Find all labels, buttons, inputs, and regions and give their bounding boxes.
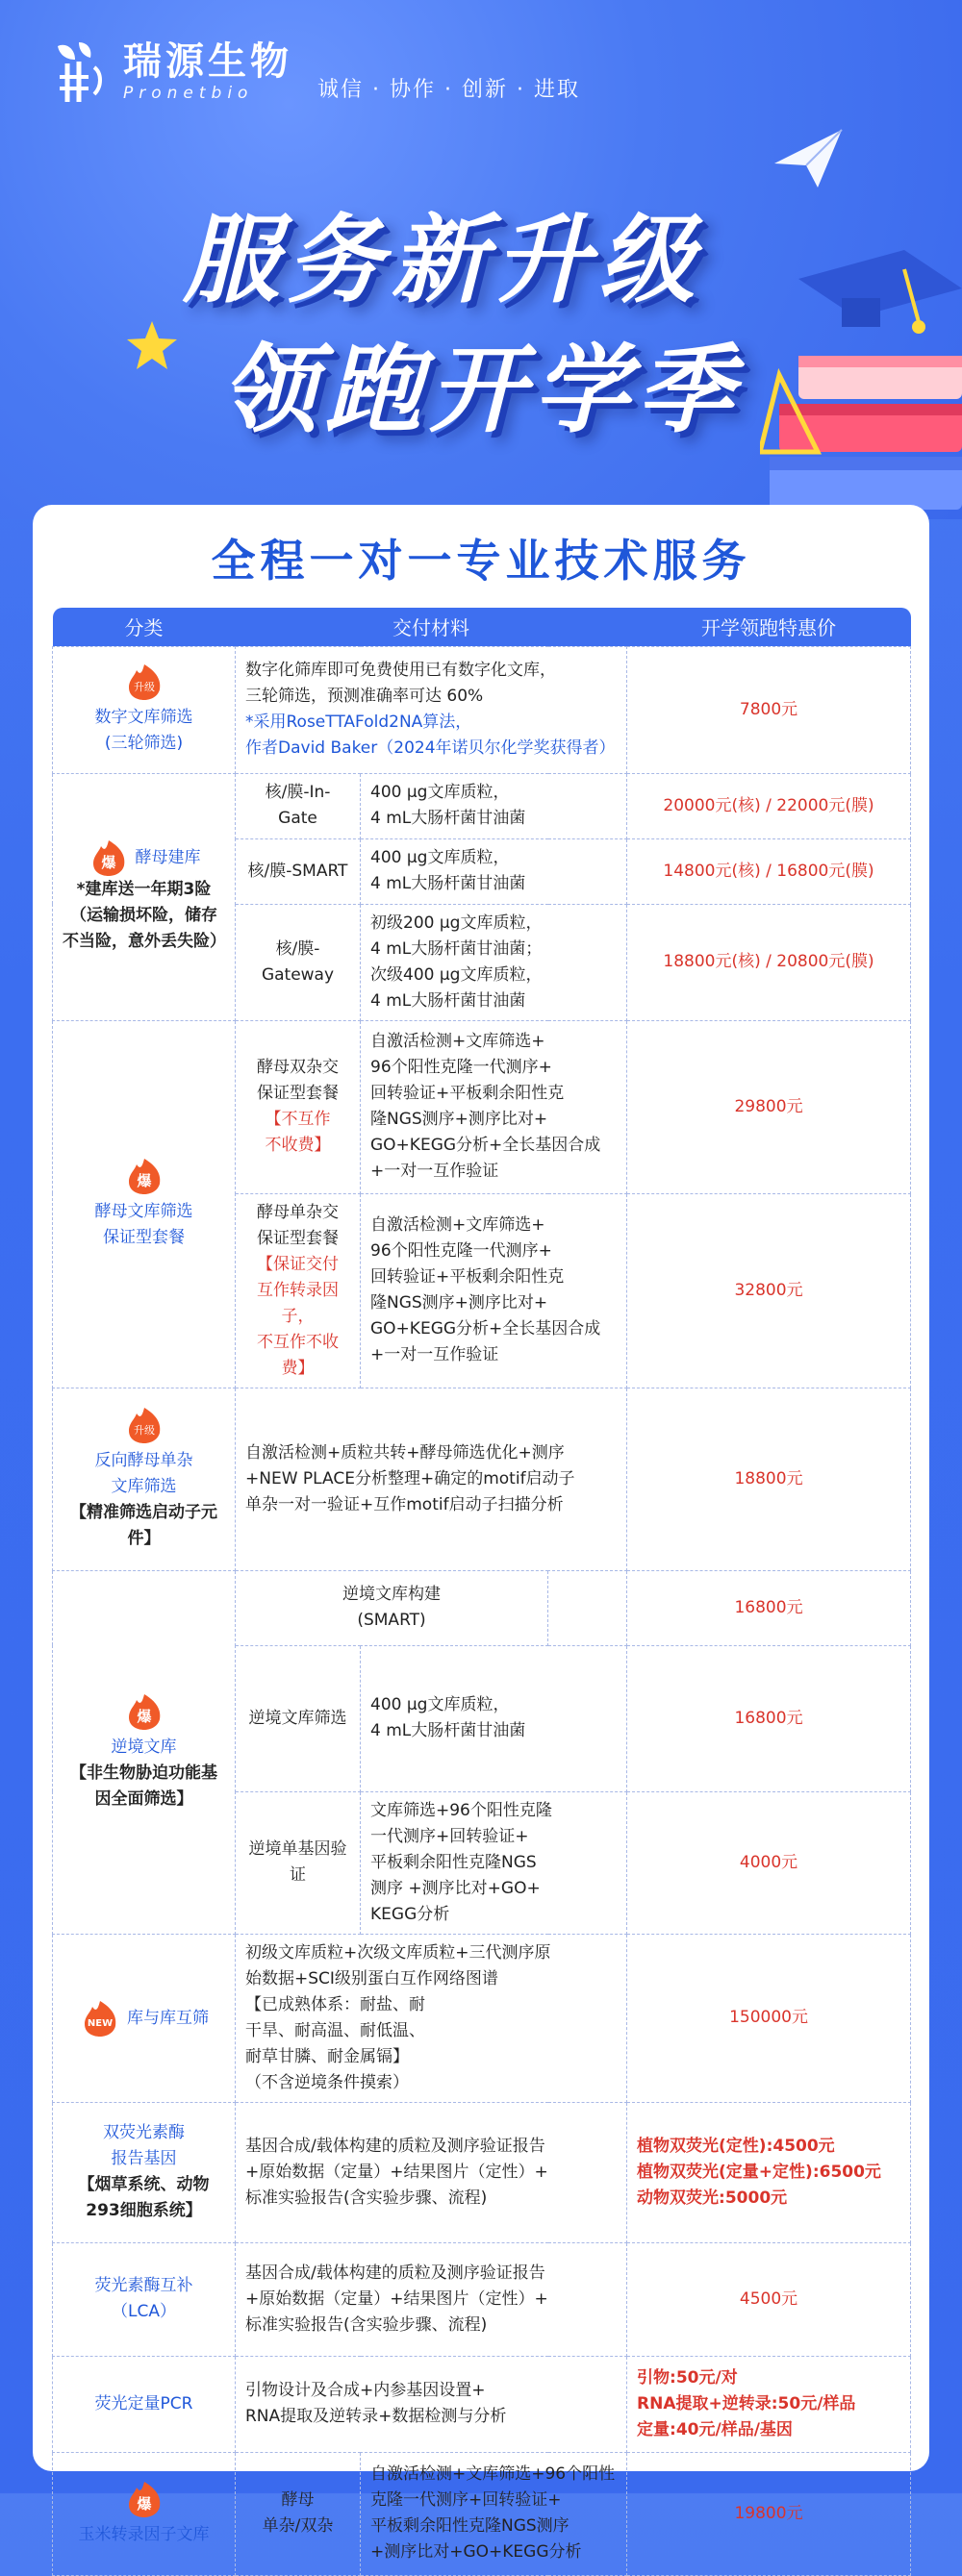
deliverables-cell: 自激活检测+文库筛选+ 96个阳性克隆一代测序+ 回转验证+平板剩余阳性克 隆NGS测序+测序比对+ GO+KEGG分析+全长基因合成 +一对一互作验证 [361, 1193, 627, 1388]
table-row [53, 2452, 911, 2575]
hero-banner [0, 0, 962, 519]
sub-item-cell: 酵母单杂交 保证型套餐 【保证交付 互作转录因子， 不互作不收费】 [236, 1193, 361, 1388]
category-note: 【烟草系统、动物293细胞系统】 [78, 2175, 210, 2220]
category-name: 酵母文库筛选 [94, 1202, 193, 1221]
category-note: 【非生物胁迫功能基因全面筛选】 [70, 1763, 217, 1809]
category-cell [53, 1388, 236, 1570]
category-subname: (三轮筛选) [104, 734, 184, 753]
svg-text:爆: 爆 [136, 1707, 152, 1725]
service-card [33, 505, 929, 2562]
price-cell: 7800元 [627, 646, 911, 773]
col-header-category: 分类 [53, 608, 236, 646]
table-row [53, 1570, 911, 1645]
price-cell: 150000元 [627, 1934, 911, 2102]
deliverables-cell: 初级200 μg文库质粒， 4 mL大肠杆菌甘油菌； 次级400 μg文库质粒， 4 mL大肠杆菌甘油菌 [361, 904, 627, 1020]
price-cell: 19800元 [627, 2452, 911, 2575]
star-icon [123, 317, 181, 375]
category-cell [53, 646, 236, 773]
deliverables-cell: 自激活检测+文库筛选+96个阳性 克隆一代测序+回转验证+ 平板剩余阳性克隆NGS测序 +测序比对+GO+KEGG分析 [361, 2452, 627, 2575]
sub-item-cell: 酵母 单杂/双杂 [236, 2452, 361, 2575]
price-cell: 29800元 [627, 1020, 911, 1193]
category-name: 库与库互筛 [127, 2008, 209, 2028]
category-subname: 报告基因 [111, 2149, 177, 2168]
table-row [53, 1388, 911, 1570]
upgrade-badge-icon [123, 663, 165, 701]
category-note: *建库送一年期3险 [76, 880, 212, 899]
deliverables-cell: 400 μg文库质粒， 4 mL大肠杆菌甘油菌 [361, 1645, 627, 1791]
category-name: 玉米转录因子文库 [78, 2524, 210, 2544]
brand-name-cn: 瑞源生物 [123, 39, 292, 84]
deliverables-cell: 基因合成/载体构建的质粒及测序验证报告 +原始数据（定量）+结果图片（定性）+ 标准实验报告(含实验步骤、流程) [236, 2242, 627, 2356]
slogan: 诚信 · 协作 · 创新 · 进取 [317, 78, 580, 102]
sub-item-cell: 逆境文库构建 (SMART) [236, 1570, 548, 1645]
col-header-price: 开学领跑特惠价 [627, 608, 911, 646]
sub-item-cell: 逆境文库筛选 [236, 1645, 361, 1791]
price-cell: 引物:50元/对 RNA提取+逆转录:50元/样品 定量:40元/样品/基因 [627, 2356, 911, 2452]
table-row [53, 2242, 911, 2356]
paper-plane-icon [770, 125, 847, 192]
price-cell: 14800元(核) / 16800元(膜) [627, 838, 911, 904]
deliverables-cell: 文库筛选+96个阳性克隆 一代测序+回转验证+ 平板剩余阳性克隆NGS 测序 +测序比对+GO+ KEGG分析 [361, 1791, 627, 1934]
sub-item-cell: 逆境单基因验证 [236, 1791, 361, 1934]
deliverables-cell: 自激活检测+文库筛选+ 96个阳性克隆一代测序+ 回转验证+平板剩余阳性克 隆NGS测序+测序比对+ GO+KEGG分析+全长基因合成 +一对一互作验证 [361, 1020, 627, 1193]
category-name: 数字文库筛选 [94, 708, 193, 727]
price-cell: 4500元 [627, 2242, 911, 2356]
category-cell [53, 1570, 236, 1934]
category-cell [53, 1934, 236, 2102]
table-row [53, 2356, 911, 2452]
hero-title-line2: 领跑开学季 [221, 334, 741, 446]
category-name: 酵母建库 [135, 848, 201, 867]
sub-item-cell: 核/膜-Gateway [236, 904, 361, 1020]
deliverables-cell: 基因合成/载体构建的质粒及测序验证报告 +原始数据（定量）+结果图片（定性）+ 标准实验报告(含实验步骤、流程) [236, 2102, 627, 2242]
svg-text:升级: 升级 [133, 681, 155, 693]
category-cell [53, 2242, 236, 2356]
category-cell [53, 1020, 236, 1388]
category-cell [53, 2102, 236, 2242]
price-cell: 18800元(核) / 20800元(膜) [627, 904, 911, 1020]
deliverables-cell: 400 μg文库质粒， 4 mL大肠杆菌甘油菌 [361, 773, 627, 838]
table-row [53, 773, 911, 838]
price-table-wrap [52, 608, 910, 2576]
sub-item-cell: 核/膜-SMART [236, 838, 361, 904]
card-title: 全程一对一专业技术服务 [211, 535, 751, 587]
category-cell: 荧光定量PCR [53, 2356, 236, 2452]
hot-badge-icon [88, 838, 130, 877]
table-header [53, 608, 911, 646]
category-subname: 文库筛选 [111, 1477, 177, 1496]
price-cell: 16800元 [627, 1645, 911, 1791]
category-note: 【精准筛选启动子元件】 [70, 1503, 217, 1548]
hot-badge-icon [123, 1157, 165, 1195]
category-name: 反向酵母单杂 [94, 1451, 193, 1470]
price-cell: 18800元 [627, 1388, 911, 1570]
category-name: 双荧光素酶 [103, 2123, 185, 2142]
category-cell [53, 2452, 236, 2575]
new-badge-icon [79, 1999, 121, 2038]
table-row [53, 1020, 911, 1193]
hero-title-line1: 服务新升级 [183, 204, 702, 316]
deliverables-cell: 初级文库质粒+次级文库质粒+三代测序原 始数据+SCI级别蛋白互作网络图谱 【已成熟体系：耐盐、耐 干旱、耐高温、耐低温、 耐草甘膦、耐金属镉】 （不含逆境条件摸索） [236, 1934, 627, 2102]
sub-item-cell: 酵母双杂交 保证型套餐 【不互作 不收费】 [236, 1020, 361, 1193]
price-cell: 16800元 [627, 1570, 911, 1645]
table-row [53, 2102, 911, 2242]
table-row [53, 646, 911, 773]
price-cell: 4000元 [627, 1791, 911, 1934]
price-table [52, 608, 911, 2576]
hot-badge-icon [123, 1692, 165, 1731]
deliverables-cell: 400 μg文库质粒， 4 mL大肠杆菌甘油菌 [361, 838, 627, 904]
deliverables-cell [548, 1570, 627, 1645]
leaf-logo-icon [46, 38, 114, 106]
brand-name-en: Pronetbio [123, 84, 254, 103]
table-row [53, 1934, 911, 2102]
svg-text:爆: 爆 [136, 1172, 152, 1189]
category-subname: （LCA） [112, 2302, 176, 2321]
svg-text:NEW: NEW [87, 2017, 114, 2029]
col-header-deliverables: 交付材料 [236, 608, 627, 646]
hot-badge-icon [123, 2480, 165, 2518]
category-subname: 保证型套餐 [103, 1228, 185, 1247]
price-cell: 20000元(核) / 22000元(膜) [627, 773, 911, 838]
deliverables-cell: 自激活检测+质粒共转+酵母筛选优化+测序 +NEW PLACE分析整理+确定的motif启动子 单杂一对一验证+互作motif启动子扫描分析 [236, 1388, 627, 1570]
category-cell [53, 773, 236, 1020]
brand-logo [46, 38, 292, 106]
category-name: 逆境文库 [111, 1737, 177, 1757]
svg-text:爆: 爆 [136, 2494, 152, 2513]
books-and-cap-icon [760, 240, 962, 519]
sub-item-cell: 核/膜-In-Gate [236, 773, 361, 838]
svg-text:爆: 爆 [100, 854, 116, 871]
upgrade-badge-icon [123, 1406, 165, 1444]
deliverables-cell: 数字化筛库即可免费使用已有数字化文库， 三轮筛选，预测准确率可达 60% *采用RoseTTAFold2NA算法， 作者David Baker（2024年诺贝尔化学奖获得者） [236, 646, 627, 773]
category-note: （运输损坏险，储存不当险，意外丢失险） [63, 906, 226, 951]
price-cell: 植物双荧光(定性):4500元 植物双荧光(定量+定性):6500元 动物双荧光:5000元 [627, 2102, 911, 2242]
svg-text:升级: 升级 [133, 1424, 155, 1437]
category-name: 荧光素酶互补 [94, 2276, 193, 2295]
deliverables-cell: 引物设计及合成+内参基因设置+ RNA提取及逆转录+数据检测与分析 [236, 2356, 627, 2452]
price-cell: 32800元 [627, 1193, 911, 1388]
